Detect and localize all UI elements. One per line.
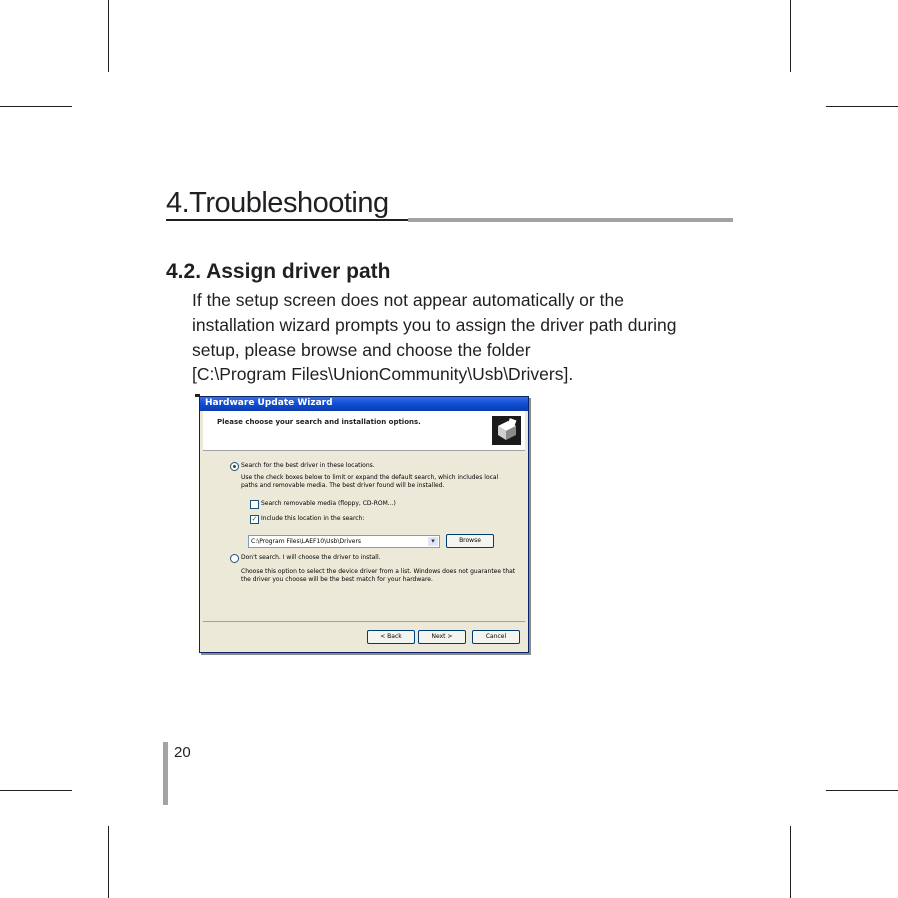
search-removable-media-label[interactable]: Search removable media (floppy, CD-ROM...) bbox=[261, 500, 396, 507]
crop-mark bbox=[108, 0, 109, 72]
include-location-checkbox[interactable]: ✓ bbox=[251, 516, 258, 523]
wizard-title: Hardware Update Wizard bbox=[205, 398, 333, 408]
paragraph-line: If the setup screen does not appear automatically or the bbox=[192, 290, 624, 310]
driver-path-value: C:\Program Files\LAEF10\Usb\Drivers bbox=[251, 538, 362, 545]
crop-mark bbox=[826, 790, 898, 791]
title-rule bbox=[408, 218, 733, 222]
hardware-wizard-icon bbox=[492, 416, 521, 445]
wizard-header-text: Please choose your search and installation options. bbox=[217, 418, 421, 426]
search-removable-media-checkbox[interactable] bbox=[250, 500, 259, 509]
page-number: 20 bbox=[174, 744, 191, 761]
crop-mark bbox=[0, 106, 72, 107]
dont-search-description-line: Choose this option to select the device driver from a list. Windows does not guarantee that bbox=[241, 568, 516, 575]
driver-path-combobox[interactable] bbox=[248, 535, 440, 548]
wizard-body bbox=[203, 451, 525, 619]
dont-search-radio[interactable] bbox=[230, 554, 239, 563]
crop-mark bbox=[0, 790, 72, 791]
dont-search-description-line: the driver you choose will be the best match for your hardware. bbox=[241, 576, 433, 583]
browse-button[interactable]: Browse bbox=[446, 534, 494, 548]
include-location-label[interactable]: Include this location in the search: bbox=[261, 515, 365, 522]
crop-mark bbox=[826, 106, 898, 107]
wizard-footer-separator bbox=[203, 621, 525, 622]
paragraph-line: [C:\Program Files\UnionCommunity\Usb\Drivers]. bbox=[192, 364, 574, 384]
title-underline bbox=[166, 219, 408, 221]
search-best-driver-label[interactable]: Search for the best driver in these locations. bbox=[241, 462, 375, 469]
crop-mark bbox=[790, 826, 791, 898]
paragraph-line: setup, please browse and choose the folder bbox=[192, 340, 531, 360]
back-button[interactable]: < Back bbox=[367, 630, 415, 644]
section-heading: 4.2. Assign driver path bbox=[166, 260, 391, 283]
next-button[interactable]: Next > bbox=[418, 630, 466, 644]
search-best-driver-radio[interactable] bbox=[230, 462, 239, 471]
paragraph-line: installation wizard prompts you to assign the driver path during bbox=[192, 315, 677, 335]
dont-search-label[interactable]: Don't search. I will choose the driver to install. bbox=[241, 554, 381, 561]
search-description-line: paths and removable media. The best driver found will be installed. bbox=[241, 482, 445, 489]
chevron-down-icon[interactable]: ▾ bbox=[428, 537, 438, 546]
page-title: 4.Troubleshooting bbox=[166, 187, 389, 219]
search-description-line: Use the check boxes below to limit or expand the default search, which includes local bbox=[241, 474, 499, 481]
crop-mark bbox=[790, 0, 791, 72]
hardware-update-wizard-dialog bbox=[199, 396, 529, 653]
cancel-button[interactable]: Cancel bbox=[472, 630, 520, 644]
page-number-bar bbox=[163, 742, 168, 805]
crop-mark bbox=[108, 826, 109, 898]
wizard-titlebar[interactable] bbox=[200, 397, 528, 411]
wizard-header bbox=[203, 411, 525, 451]
